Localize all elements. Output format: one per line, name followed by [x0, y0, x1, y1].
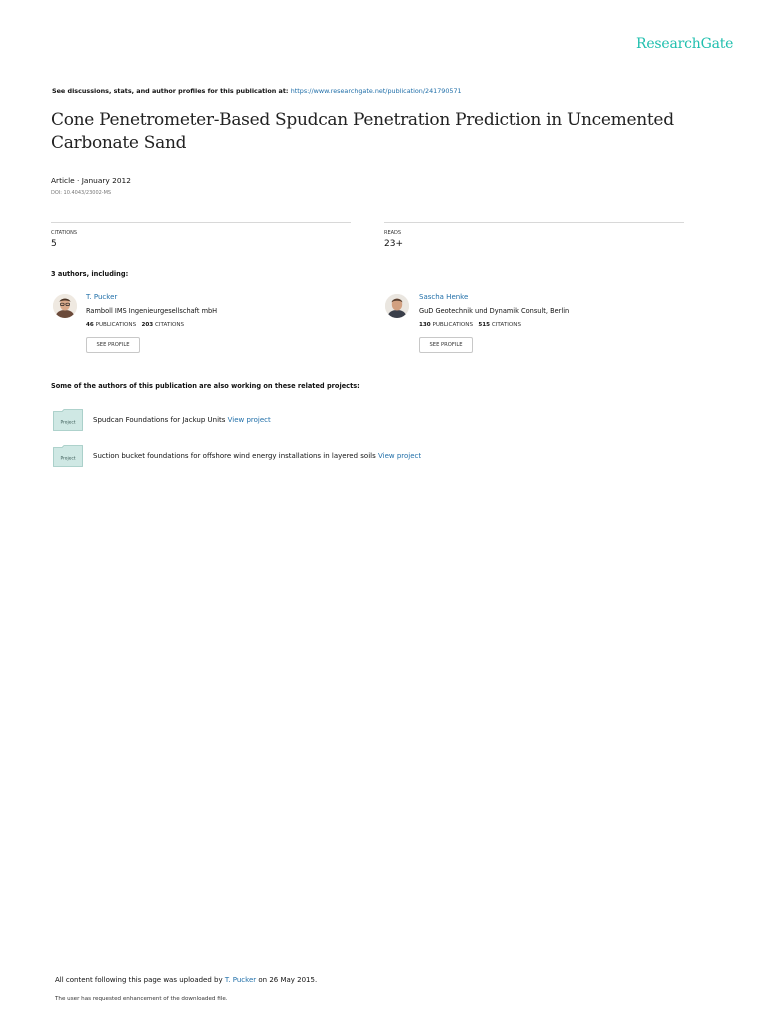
avatar[interactable]	[385, 294, 409, 318]
project-item	[93, 452, 421, 460]
publications-count: 46	[86, 322, 94, 328]
reads-value: 23+	[384, 239, 403, 249]
avatar[interactable]	[53, 294, 77, 318]
author-stats	[86, 322, 184, 328]
project-folder-icon	[53, 445, 83, 467]
citations-value: 5	[51, 239, 57, 249]
reads-label: READS	[384, 230, 402, 236]
article-meta: Article · January 2012	[51, 176, 131, 185]
citations-count: 203	[141, 322, 154, 328]
citations-label: CITATIONS	[51, 230, 78, 236]
researchgate-logo[interactable]: ResearchGate	[636, 36, 734, 52]
project-icon-label: Project	[60, 456, 76, 462]
citations-divider	[51, 222, 351, 223]
see-discussions-text: See discussions, stats, and author profiles for this publication at:	[52, 87, 289, 95]
author-name-link[interactable]: T. Pucker	[86, 293, 118, 301]
author-stats	[419, 322, 521, 328]
citations-label: CITATIONS	[154, 322, 185, 328]
upload-suffix: on 26 May 2015.	[258, 976, 318, 984]
citations-label: CITATIONS	[491, 322, 521, 328]
project-item	[93, 416, 271, 424]
see-discussions-line	[52, 87, 462, 95]
project-folder-icon	[53, 409, 83, 431]
see-profile-button[interactable]: SEE PROFILE	[86, 337, 140, 353]
authors-heading: 3 authors, including:	[51, 270, 129, 278]
uploader-link[interactable]: T. Pucker	[224, 976, 257, 984]
author-institution: GuD Geotechnik und Dynamik Consult, Berlin	[419, 307, 570, 315]
upload-prefix: All content following this page was uploaded by	[55, 976, 223, 984]
view-project-link[interactable]: View project	[378, 452, 422, 460]
doi-text: DOI: 10.4043/23002-MS	[51, 190, 112, 196]
reads-divider	[384, 222, 684, 223]
citations-count: 515	[478, 322, 491, 328]
enhancement-note: The user has requested enhancement of the downloaded file.	[55, 996, 228, 1002]
upload-footer	[55, 976, 317, 984]
paper-title: Cone Penetrometer-Based Spudcan Penetration Prediction in Uncemented Carbonate Sand	[51, 110, 674, 153]
author-name-link[interactable]: Sascha Henke	[419, 293, 469, 301]
project-title: Spudcan Foundations for Jackup Units	[93, 416, 226, 424]
publications-label: PUBLICATIONS	[95, 322, 137, 328]
project-title: Suction bucket foundations for offshore wind energy installations in layered soils	[93, 452, 376, 460]
author-institution: Ramboll IMS Ingenieurgesellschaft mbH	[86, 307, 218, 315]
publications-label: PUBLICATIONS	[432, 322, 474, 328]
publication-url-link[interactable]: https://www.researchgate.net/publication/241790571	[290, 87, 462, 95]
author-photo-icon	[53, 294, 77, 318]
project-icon-label: Project	[60, 420, 76, 426]
publications-count: 130	[419, 322, 431, 328]
see-profile-button[interactable]: SEE PROFILE	[419, 337, 473, 353]
related-projects-heading: Some of the authors of this publication are also working on these related projects:	[51, 382, 360, 390]
view-project-link[interactable]: View project	[227, 416, 271, 424]
author-photo-icon	[385, 294, 409, 318]
